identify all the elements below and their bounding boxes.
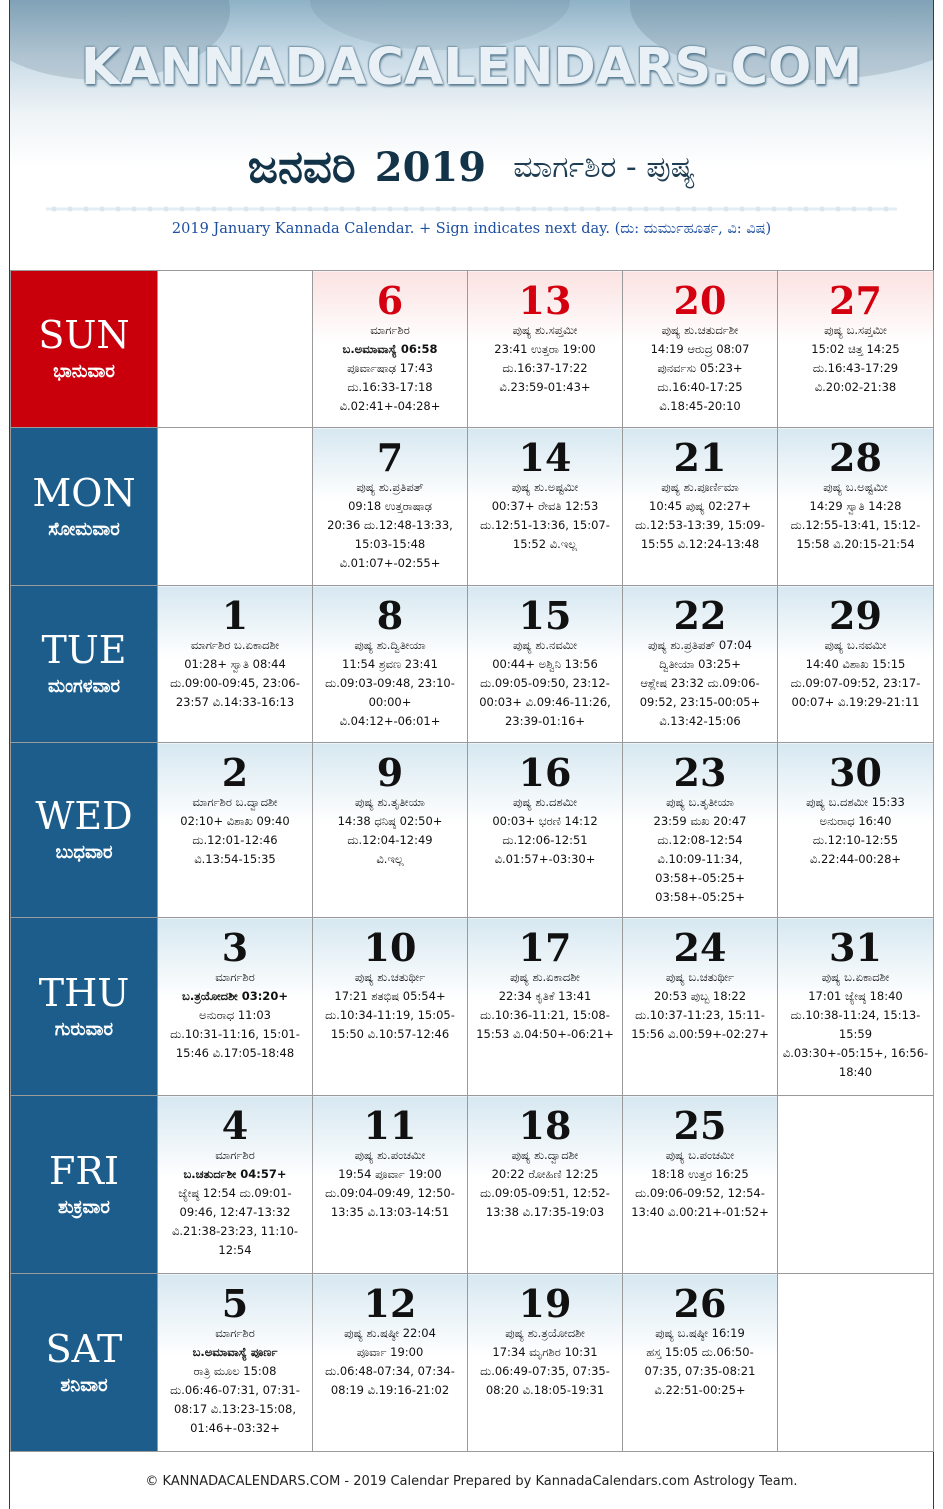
footer-credit: © KANNADACALENDARS.COM - 2019 Calendar Prepared by KannadaCalendars.com Astrology Team. [145,1474,798,1489]
panchanga-line: 23:39-01:16+ [504,714,586,728]
panchanga-line: 15:58 ವಿ.20:15-21:54 [796,537,915,551]
day-name-english: MON [32,470,136,515]
panchanga-line: ಮಾರ್ಗಶಿರ [215,1148,255,1162]
empty-day-cell [158,271,313,428]
day-cell [623,271,778,428]
panchanga-line: 15:46 ವಿ.17:05-18:48 [175,1046,295,1060]
panchanga-line: ವಿ.01:07+-02:55+ [339,556,441,570]
date-number: 15 [518,593,572,638]
day-cell [778,428,934,586]
day-cell [313,586,468,743]
date-number: 24 [673,925,727,970]
panchanga-line: ಪುಷ್ಯ ಶು.ಷಷ್ಠೀ 22:04 [344,1326,436,1340]
day-label-thu [11,918,158,1096]
panchanga-line: ದು.09:06-09:52, 12:54- [635,1186,765,1200]
panchanga-line: ದು.09:03-09:48, 23:10- [325,676,455,690]
panchanga-line: ದು.10:37-11:23, 15:11- [635,1008,765,1022]
panchanga-line: ದು.16:43-17:29 [812,361,899,375]
panchanga-line: ವಿ.04:12+-06:01+ [339,714,441,728]
panchanga-line: 15:52 ವಿ.ಇಲ್ಲ [512,537,578,551]
panchanga-line: ಮಾರ್ಗಶಿರ [215,970,255,984]
week-row-tue [11,586,934,743]
panchanga-line: ಪುಷ್ಯ ಶು.ದ್ವಾದಶೀ [511,1148,579,1162]
day-cell [158,918,313,1096]
panchanga-line: 10:45 ಪುಷ್ಯ 02:27+ [649,499,751,513]
panchanga-line: ಪುಷ್ಯ ಶು.ಪ್ರತಿಪತ್ [356,480,424,494]
panchanga-line: ಪುನರ್ವಸು 05:23+ [657,361,743,375]
panchanga-line: 15:59 [838,1027,873,1041]
calendar-header [10,0,933,270]
panchanga-line: 15:56 ವಿ.00:59+-02:27+ [631,1027,769,1041]
day-name-english: WED [35,794,133,838]
panchanga-line: 20:36 ದು.12:48-13:33, [327,518,453,532]
panchanga-line: 09:52, 23:15-00:05+ [639,695,761,709]
panchanga-line: ದು.09:05-09:51, 12:52- [480,1186,610,1200]
panchanga-line: ವಿ.01:57+-03:30+ [494,852,596,866]
panchanga-line: ಪುಷ್ಯ ಬ.ಚತುರ್ಥೀ [665,970,735,984]
panchanga-line: ದು.09:04-09:49, 12:50- [325,1186,455,1200]
panchanga-line: 14:38 ಧನಿಷ್ಠ 02:50+ [337,814,443,828]
day-cell [313,1274,468,1452]
day-cell [623,1096,778,1274]
panchanga-line: ದು.16:33-17:18 [347,380,433,394]
panchanga-line: 14:29 ಸ್ವಾತಿ 14:28 [809,499,902,513]
panchanga-line: 01:46+-03:32+ [190,1421,280,1435]
day-cell [158,586,313,743]
panchanga-line: 17:21 ಶತಭಿಷ 05:54+ [334,989,446,1003]
day-cell [158,1274,313,1452]
date-number: 11 [363,1103,417,1148]
day-cell [468,1274,623,1452]
panchanga-line: 15:03-15:48 [354,537,426,551]
panchanga-line: ಪುಷ್ಯ ಬ.ಏಕಾದಶೀ [821,970,890,984]
panchanga-line: ಜ್ಯೇಷ್ಠ 12:54 ದು.09:01- [178,1186,292,1200]
panchanga-line: ಪುಷ್ಯ ಬ.ಪಂಚಮೀ [665,1148,735,1162]
panchanga-line: ಅನುರಾಧ 16:40 [819,814,892,828]
panchanga-line: ಪುಷ್ಯ ಬ.ದಶಮೀ 15:33 [806,795,905,809]
month-heading [10,140,933,200]
empty-day-cell [778,1274,934,1452]
panchanga-line: ದು.10:34-11:19, 15:05- [325,1008,455,1022]
day-label-fri [11,1096,158,1274]
day-cell [778,918,934,1096]
day-label-wed [11,743,158,918]
panchanga-line: ಮಾರ್ಗಶಿರ ಬ.ದ್ವಾದಶೀ [192,795,278,809]
panchanga-line: ದು.12:55-13:41, 15:12- [790,518,921,532]
day-name-kannada: ಬುಧವಾರ [55,842,113,863]
day-name-english: TUE [41,628,127,672]
date-number: 18 [518,1103,572,1148]
panchanga-line: 03:58+-05:25+ [655,871,745,885]
date-number: 22 [673,593,727,638]
date-number: 8 [376,593,404,638]
day-cell [468,586,623,743]
panchanga-line: ಪುಷ್ಯ ಶು.ತೃತೀಯಾ [355,795,425,809]
day-cell [158,743,313,918]
panchanga-line: ದು.10:38-11:24, 15:13- [790,1008,921,1022]
masa-range: ಮಾರ್ಗಶಿರ - ಪುಷ್ಯ [513,149,696,185]
date-number: 5 [221,1281,249,1326]
panchanga-line: ವಿ.18:45-20:10 [659,399,741,413]
date-number: 19 [518,1281,572,1326]
panchanga-line: ದು.06:49-07:35, 07:35- [480,1364,610,1378]
date-number: 23 [673,750,727,795]
panchanga-line: ವಿ.13:54-15:35 [194,852,276,866]
panchanga-line: ಮಾರ್ಗಶಿರ ಬ.ಏಕಾದಶೀ [190,638,280,652]
panchanga-line: ಬ.ತ್ರಯೋದಶೀ 03:20+ [182,989,288,1003]
panchanga-line: 09:18 ಉತ್ತರಾಷಾಢ [348,499,432,513]
panchanga-line: ಪುಷ್ಯ ಶು.ಏಕಾದಶೀ [510,970,580,984]
panchanga-line: ಪುಷ್ಯ ಶು.ದ್ವಿತೀಯಾ [354,638,426,652]
panchanga-line: ದು.16:40-17:25 [657,380,743,394]
week-row-fri [11,1096,934,1274]
day-cell [468,918,623,1096]
panchanga-line: 08:19 ವಿ.19:16-21:02 [330,1383,450,1397]
date-number: 25 [673,1103,727,1148]
day-cell [623,586,778,743]
day-cell [623,918,778,1096]
panchanga-line: 17:01 ಜ್ಯೇಷ್ಠ 18:40 [808,989,903,1003]
day-label-sun [11,271,158,428]
day-cell [313,271,468,428]
day-name-english: THU [38,970,130,1015]
date-number: 6 [376,278,404,323]
panchanga-line: ರಾತ್ರಿ ಮೂಲ 15:08 [193,1364,277,1378]
panchanga-line: 23:57 ವಿ.14:33-16:13 [175,695,295,709]
week-row-sun [11,271,934,428]
day-name-kannada: ಭಾನುವಾರ [53,361,115,382]
panchanga-line: ದ್ವಿತೀಯಾ 03:25+ [659,657,741,671]
date-number: 30 [829,750,882,795]
panchanga-line: ಆಶ್ಲೇಷ 23:32 ದು.09:06- [640,676,760,690]
day-cell [468,743,623,918]
panchanga-line: ದು.12:06-12:51 [502,833,588,847]
panchanga-line: 13:38 ವಿ.17:35-19:03 [485,1205,605,1219]
panchanga-line: 15:50 ವಿ.10:57-12:46 [330,1027,450,1041]
panchanga-line: 08:20 ವಿ.18:05-19:31 [485,1383,605,1397]
panchanga-line: 13:40 ವಿ.00:21+-01:52+ [631,1205,769,1219]
panchanga-line: ಪುಷ್ಯ ಶು.ದಶಮೀ [512,795,578,809]
week-row-mon [11,428,934,586]
date-number: 9 [376,750,404,795]
panchanga-line: ವಿ.22:44-00:28+ [809,852,902,866]
date-number: 10 [363,925,417,970]
date-number: 7 [376,435,404,480]
panchanga-line: 00:00+ [368,695,412,709]
panchanga-line: ಮಾರ್ಗಶಿರ [215,1326,255,1340]
day-name-kannada: ಶನಿವಾರ [60,1374,108,1396]
panchanga-line: ಪುಷ್ಯ ಬ.ಸಪ್ತಮೀ [824,323,887,337]
panchanga-line: ದು.12:10-12:55 [812,833,899,847]
panchanga-line: ದು.09:05-09:50, 23:12- [480,676,610,690]
day-name-kannada: ಗುರುವಾರ [54,1018,114,1040]
day-label-mon [11,428,158,586]
panchanga-line: ಮಾರ್ಗಶಿರ [370,323,410,337]
day-cell [468,1096,623,1274]
panchanga-line: ಪುಷ್ಯ ಶು.ನವಮೀ [512,638,578,652]
date-number: 21 [673,435,727,480]
panchanga-line: 18:40 [838,1065,873,1079]
date-number: 13 [518,278,572,323]
day-cell [623,428,778,586]
day-name-english: SUN [38,313,130,357]
panchanga-line: 18:18 ಉತ್ತರ 16:25 [651,1167,749,1181]
panchanga-line: ಹಸ್ತ 15:05 ದು.06:50- [646,1345,754,1359]
panchanga-line: 14:19 ಆರುದ್ರ 08:07 [650,342,750,356]
day-name-english: SAT [45,1326,123,1371]
panchanga-line: 03:58+-05:25+ [655,890,745,904]
day-name-english: FRI [49,1148,119,1193]
calendar-subtitle: 2019 January Kannada Calendar. + Sign indicates next day. (ದು: ದುರ್ಮುಹೂರ್ತ, ವಿ: ವಿಷ) [171,221,772,237]
date-number: 17 [518,925,572,970]
date-number: 12 [363,1281,417,1326]
panchanga-line: ಬ.ಅಮಾವಾಸ್ಯೆ 06:58 [342,342,438,356]
panchanga-line: ಪುಷ್ಯ ಬ.ನವಮೀ [824,638,887,652]
panchanga-line: ಪೂರ್ವಾ 19:00 [356,1345,424,1359]
week-row-thu [11,918,934,1096]
panchanga-line: ದು.12:53-13:39, 15:09- [635,518,765,532]
panchanga-line: ದು.12:04-12:49 [347,833,433,847]
day-name-kannada: ಶುಕ್ರವಾರ [58,1196,110,1218]
panchanga-line: ವಿ.03:30+-05:15+, 16:56- [782,1046,929,1060]
panchanga-line: 08:17 ವಿ.13:23-15:08, [174,1402,296,1416]
date-number: 3 [221,925,249,970]
day-cell [778,586,934,743]
day-name-kannada: ಸೋಮವಾರ [48,518,120,540]
panchanga-line: ಪುಷ್ಯ ಬ.ಅಷ್ಟಮೀ [823,480,888,494]
panchanga-line: ಪುಷ್ಯ ಬ.ತೃತೀಯಾ [666,795,734,809]
panchanga-line: 00:03+ ಭರಣಿ 14:12 [492,814,598,828]
date-number: 29 [829,593,882,638]
panchanga-line: 15:53 ವಿ.04:50+-06:21+ [476,1027,614,1041]
panchanga-line: ವಿ.02:41+-04:28+ [339,399,441,413]
panchanga-line: 02:10+ ವಿಶಾಖ 09:40 [180,814,290,828]
panchanga-line: ವಿ.ಇಲ್ಲ [376,852,404,866]
panchanga-line: 01:28+ ಸ್ವಾತಿ 08:44 [184,657,286,671]
day-label-tue [11,586,158,743]
calendar-page [9,0,934,1509]
panchanga-line: ದು.12:08-12:54 [657,833,743,847]
date-number: 14 [518,435,572,480]
panchanga-line: ವಿ.23:59-01:43+ [499,380,591,394]
date-number: 1 [221,593,249,638]
date-number: 28 [829,435,882,480]
panchanga-line: ಪುಷ್ಯ ಶು.ಪೂರ್ಣಿಮಾ [661,480,739,494]
panchanga-line: 15:55 ವಿ.12:24-13:48 [640,537,760,551]
day-cell [778,271,934,428]
day-cell [313,918,468,1096]
day-cell [158,1096,313,1274]
panchanga-line: 00:03+ ವಿ.09:46-11:26, [479,695,611,709]
day-label-sat [11,1274,158,1452]
panchanga-line: 11:54 ಶ್ರವಣ 23:41 [342,657,438,671]
panchanga-line: ಬ.ಅಮಾವಾಸ್ಯೆ ಪೂರ್ಣ [192,1345,278,1359]
panchanga-line: 19:54 ಪೂರ್ವಾ 19:00 [338,1167,442,1181]
calendar-grid [10,270,934,1452]
panchanga-line: ಅನುರಾಧ 11:03 [199,1008,271,1022]
panchanga-line: ಪುಷ್ಯ ಶು.ಅಷ್ಟಮೀ [511,480,579,494]
panchanga-line: ದು.09:00-09:45, 23:06- [170,676,300,690]
panchanga-line: ದು.16:37-17:22 [502,361,588,375]
panchanga-line: ದು.09:07-09:52, 23:17- [790,676,921,690]
date-number: 4 [221,1103,249,1148]
week-row-wed [11,743,934,918]
panchanga-line: 12:54 [218,1243,252,1257]
panchanga-line: ದು.10:31-11:16, 15:01- [170,1027,300,1041]
panchanga-line: ಪುಷ್ಯ ಶು.ಸಪ್ತಮೀ [512,323,578,337]
panchanga-line: ಪೂರ್ವಾಷಾಢ 17:43 [347,361,433,375]
date-number: 16 [518,750,572,795]
empty-day-cell [778,1096,934,1274]
date-number: 31 [829,925,882,970]
panchanga-line: ವಿ.21:38-23:23, 11:10- [171,1224,299,1238]
panchanga-line: ಪುಷ್ಯ ಶು.ಚತುರ್ಥೀ [354,970,426,984]
panchanga-line: 14:40 ವಿಶಾಖ 15:15 [805,657,906,671]
day-cell [313,428,468,586]
panchanga-line: ಪುಷ್ಯ ಶು.ಚತುರ್ದಶೀ [661,323,739,337]
panchanga-line: 00:07+ ವಿ.19:29-21:11 [791,695,920,709]
panchanga-line: ವಿ.22:51-00:25+ [654,1383,746,1397]
panchanga-line: 15:02 ಚಿತ್ತ 14:25 [811,342,900,356]
month-name-kannada: ಜನವರಿ [247,140,356,193]
day-cell [313,743,468,918]
panchanga-line: 07:35, 07:35-08:21 [644,1364,756,1378]
week-row-sat [11,1274,934,1452]
panchanga-line: ದು.12:01-12:46 [192,833,278,847]
panchanga-line: ದು.10:36-11:21, 15:08- [480,1008,610,1022]
panchanga-line: 20:53 ಪುಬ್ಬ 18:22 [653,989,747,1003]
date-number: 2 [221,750,249,795]
day-cell [623,743,778,918]
date-number: 27 [829,278,882,323]
site-title[interactable]: KANNADACALENDARS.COM [80,38,863,97]
day-cell [778,743,934,918]
panchanga-line: ಪುಷ್ಯ ಬ.ಷಷ್ಠೀ 16:19 [655,1326,745,1340]
panchanga-line: ವಿ.20:02-21:38 [814,380,897,394]
panchanga-line: 22:34 ಕೃತಿಕೆ 13:41 [498,989,592,1003]
date-number: 26 [673,1281,727,1326]
day-name-kannada: ಮಂಗಳವಾರ [47,676,121,697]
day-cell [313,1096,468,1274]
panchanga-line: 13:35 ವಿ.13:03-14:51 [330,1205,450,1219]
panchanga-line: 20:22 ರೋಹಿಣಿ 12:25 [491,1167,599,1181]
panchanga-line: ಪುಷ್ಯ ಶು.ತ್ರಯೋದಶೀ [505,1326,585,1340]
panchanga-line: ವಿ.10:09-11:34, [657,852,743,866]
panchanga-line: 23:41 ಉತ್ತರಾ 19:00 [494,342,596,356]
panchanga-line: 23:59 ಮಖ 20:47 [653,814,747,828]
panchanga-line: 17:34 ಮೃಗಶಿರ 10:31 [492,1345,598,1359]
day-cell [623,1274,778,1452]
panchanga-line: 00:37+ ರೇವತಿ 12:53 [491,499,599,513]
panchanga-line: ಪುಷ್ಯ ಶು.ಪ್ರತಿಪತ್ 07:04 [648,638,752,652]
panchanga-line: 09:46, 12:47-13:32 [179,1205,291,1219]
ornament-divider [46,201,897,217]
panchanga-line: ವಿ.13:42-15:06 [659,714,741,728]
panchanga-line: ದು.06:46-07:31, 07:31- [170,1383,300,1397]
empty-day-cell [158,428,313,586]
month-year: 2019 [374,143,487,191]
date-number: 20 [673,278,727,323]
panchanga-line: ದು.06:48-07:34, 07:34- [325,1364,455,1378]
panchanga-line: ಪುಷ್ಯ ಶು.ಪಂಚಮೀ [354,1148,426,1162]
day-cell [468,428,623,586]
day-cell [468,271,623,428]
panchanga-line: ಬ.ಚತುರ್ದಶೀ 04:57+ [183,1167,287,1181]
panchanga-line: 00:44+ ಅಶ್ವಿನಿ 13:56 [492,657,598,671]
panchanga-line: ದು.12:51-13:36, 15:07- [480,518,610,532]
